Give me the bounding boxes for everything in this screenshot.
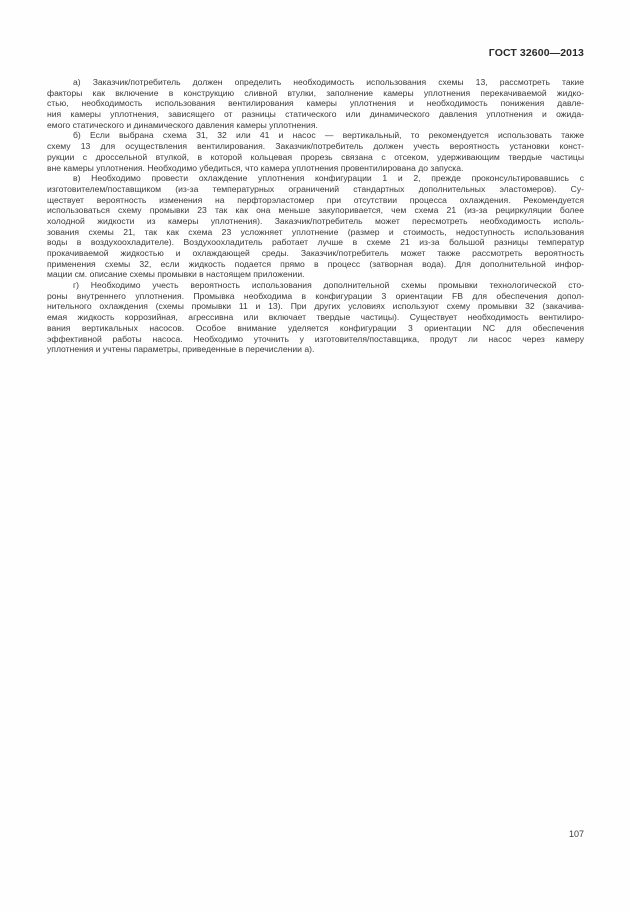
text-line: рукции с дроссельной втулкой, в которой кольцевая прорезь связана с отсеком, удерживающим твердые частицы [47, 151, 584, 162]
page-number: 107 [568, 829, 584, 839]
text-line: эффективной работы насоса. Необходимо уточнить у изготовителя/поставщика, продут ли насос через камеру [47, 333, 584, 344]
text-line: схему 13 для осуществления вентилирования. Заказчик/потребитель должен учесть вероятность установки конст- [47, 141, 584, 152]
text-line: холодной жидкости из камеры уплотнения). Заказчик/потребитель может пересмотреть необходимость исполь- [47, 215, 584, 226]
text-line: емая жидкость коррозийная, агрессивна или включает твердые частицы). Существует необходимость вентилиро- [47, 312, 584, 323]
text-line: факторы как включение в конструкцию сливной втулки, заполнение камеры уплотнения перекачиваемой жидко- [47, 87, 584, 98]
text-line: ществует вероятность изменения на перфторэластомер при отсутствии процесса охлаждения. Рекомендуется [47, 194, 584, 205]
text-line: стью, необходимость использования вентилирования камеры уплотнения и необходимость понижения давле- [47, 98, 584, 109]
text-line: г) Необходимо учесть вероятность использования дополнительной схемы промывки технологической сто- [73, 280, 584, 291]
text-line: воды в воздухоохладителе). Воздухоохладитель работает лучше в схеме 21 из-за большой разницы температур [47, 237, 584, 248]
text-line: мации см. описание схемы промывки в настоящем приложении. [47, 269, 305, 280]
text-line: изготовителем/поставщиком (из-за температурных ограничений стандартных дополнительных эластомеров). Су- [47, 183, 584, 194]
text-line: вания вертикальных насосов. Особое внимание уделяется конфигурации 3 ориентации NC для обеспечения [47, 322, 584, 333]
paragraph-g [47, 280, 584, 355]
text-line: в) Необходимо провести охлаждение уплотнения конфигурации 1 и 2, прежде проконсультировавшись с [73, 173, 584, 184]
standard-header: ГОСТ 32600—2013 [488, 47, 584, 59]
text-line: уплотнения и учтены параметры, приведенные в перечислении а). [47, 344, 315, 355]
body-text [47, 77, 584, 355]
text-line: вне камеры уплотнения. Необходимо убедиться, что камера уплотнения провентилирована до запуска. [47, 162, 464, 173]
text-line: роны внутреннего уплотнения. Промывка необходима в конфигурации 3 ориентации FB для обеспечения допол- [47, 290, 584, 301]
text-line: зования схемы 21, так как схема 23 усложняет уплотнение (размер и стоимость, недоступность использования [47, 226, 584, 237]
paragraph-a [47, 77, 584, 130]
paragraph-v [47, 173, 584, 280]
text-line: емого статического и динамического давления камеры уплотнения. [47, 119, 318, 130]
text-line: использоваться схему промывки 23 так как она меньше закупоривается, чем схема 21 (из-за рециркуляции более [47, 205, 584, 216]
text-line: прокачиваемой жидкостью и охлаждающей среды. Заказчик/потребитель может также рассмотреть вероятность [47, 248, 584, 258]
paragraph-b [47, 130, 584, 173]
text-line: а) Заказчик/потребитель должен определить необходимость использования схемы 13, рассмотреть такие [73, 77, 584, 87]
text-line: б) Если выбрана схема 31, 32 или 41 и насос — вертикальный, то рекомендуется использовать также [73, 130, 584, 141]
text-line: ния камеры уплотнения, зависящего от разницы статического или динамического давления уплотнения и ожида- [47, 109, 584, 120]
text-line: применения схемы 32, если жидкость подается прямо в процесс (затворная вода). Для дополнительной инфор- [47, 258, 584, 269]
text-line: нительного охлаждения (схемы промывки 11 и 13). При других условиях используют схему промывки 32 (закачива- [47, 301, 584, 312]
